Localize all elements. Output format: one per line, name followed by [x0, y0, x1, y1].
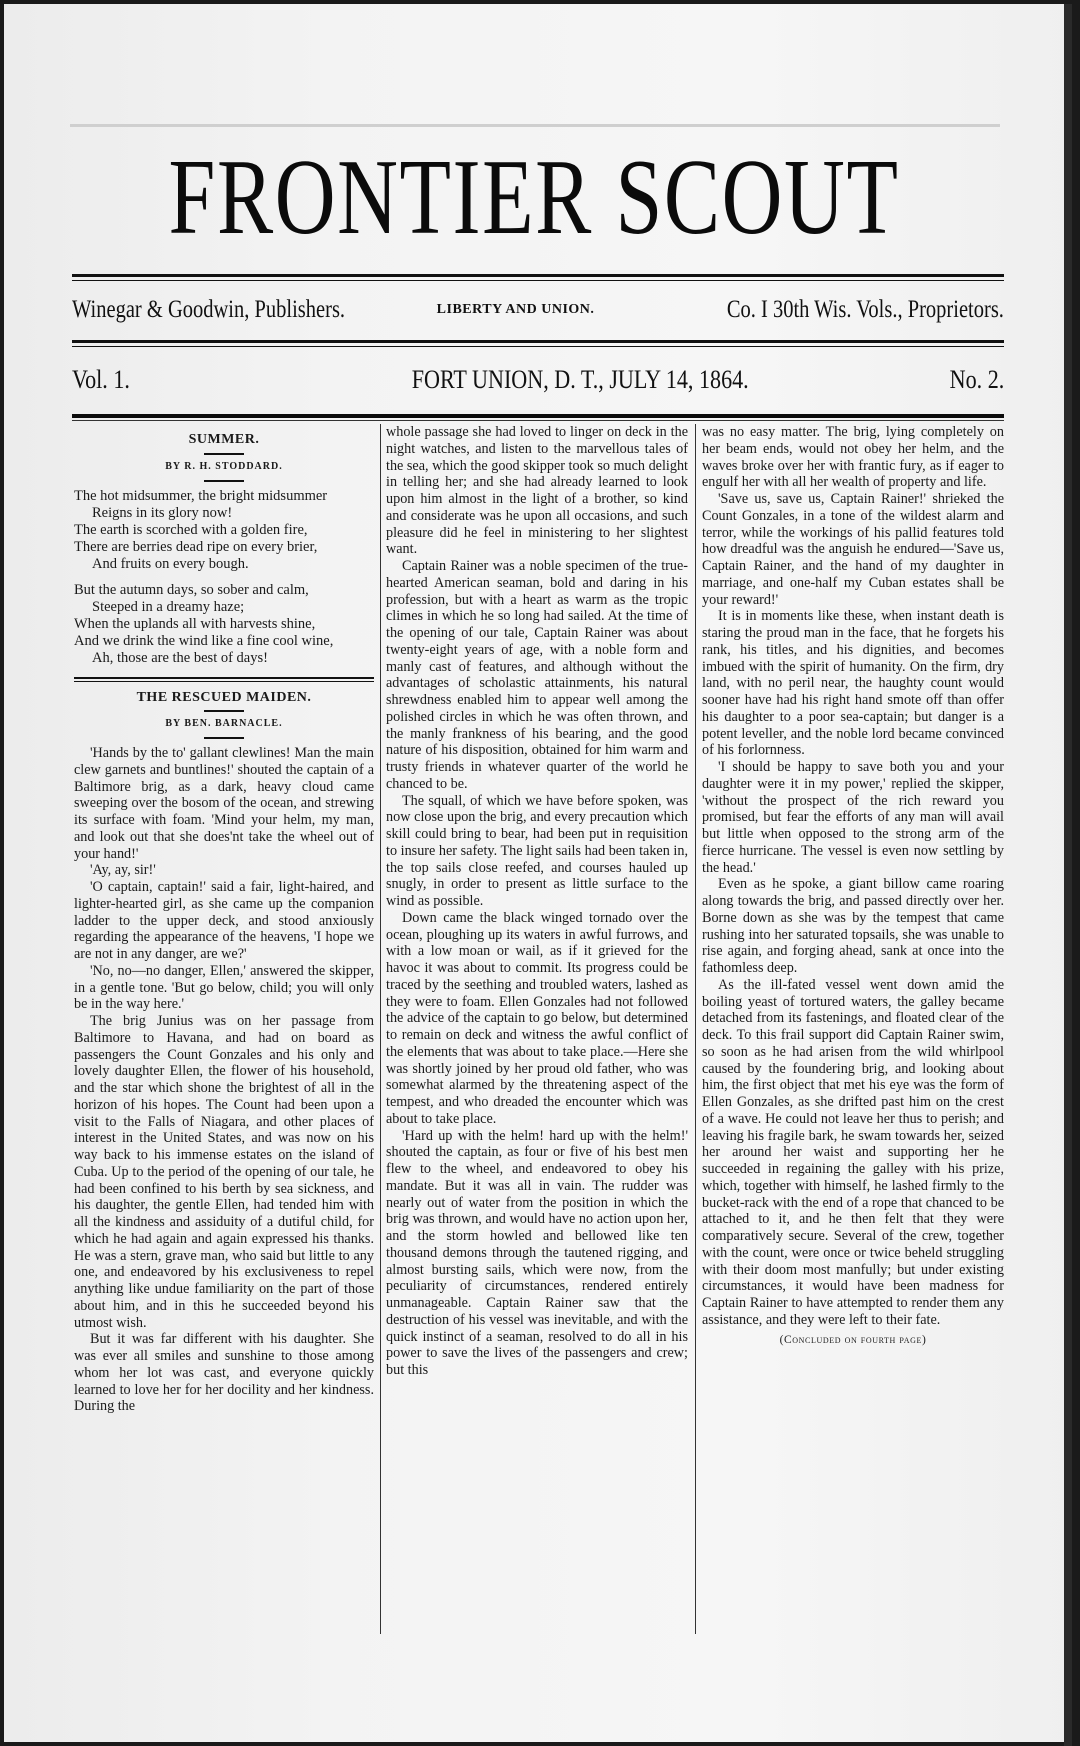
masthead-rule-bottom — [72, 414, 1004, 421]
proprietors: Co. I 30th Wis. Vols., Proprietors. — [726, 296, 1004, 323]
page-edge-shadow — [1064, 4, 1072, 1746]
article-columns — [72, 424, 1004, 1634]
story-title: THE RESCUED MAIDEN. — [136, 689, 312, 705]
column-divider — [695, 424, 696, 1634]
paragraph: was no easy matter. The brig, lying completely on her beam ends, would not obey her helm, and the waves broke over her with frantic fury, as if eager to engulf her with all her wealth of property and life. — [702, 424, 1004, 491]
poem-body — [74, 488, 374, 667]
short-rule — [204, 737, 244, 739]
poem-line: Reigns in its glory now! — [92, 504, 233, 521]
poem-line: The earth is scorched with a golden fire, — [74, 521, 308, 538]
poem-line: Ah, those are the best of days! — [92, 649, 268, 666]
motto: LIBERTY AND UNION. — [436, 302, 595, 317]
paragraph: Captain Rainer was a noble specimen of the true-hearted American seaman, bold and daring in his profession, but with a heart as warm as the tropic climes in which he so long had sailed. At the time of the opening of our tale, Captain Rainer was about twenty-eight years of age, with a noble form and manly cast of features, and although without the advantages of scholastic attainments, his natural shrewdness enabled him to appear well among the polished circles in which he was often thrown, and the manly frankness of his bearing, and the good nature of his disposition, obtained for him warm and trusty friends in whatever quarter of the world he chanced to be. — [386, 558, 688, 792]
poem-line: And fruits on every bough. — [92, 555, 249, 572]
dateline-row — [72, 362, 1004, 398]
poem-line: The hot midsummer, the bright midsummer — [74, 487, 328, 504]
paragraph: As the ill-fated vessel went down amid the boiling yeast of tortured waters, the galley became detached from its fastenings, and floated clear of the deck. To this frail support did Captain Rainer swim, so soon as he had arisen from the wild whirlpool caused by the foundering brig, and looking about him, the first object that met his eye was the form of Ellen Gonzales, as she drifted past him on the crest of a wave. He could not leave her thus to perish; and leaving his fragile bark, he swam towards her, seized her around her waist and supporting her he succeeded in regaining the galley with his prize, which, together with himself, he lashed firmly to the bucket-rack with the end of a rope that chanced to be attached to it, and he then felt that they were comparatively secure. Several of the crew, together with the count, were once or twice beheld struggling with their doom most manfully; but under existing circumstances, it would have been madness for Captain Rainer to have attempted to render them any assistance, and they were left to their fate. — [702, 976, 1004, 1328]
bleed-through-rule — [70, 124, 1000, 127]
poem-line: But the autumn days, so sober and calm, — [74, 581, 309, 598]
poem-title: SUMMER. — [188, 432, 260, 447]
issue-number: No. 2. — [949, 365, 1004, 394]
paragraph: 'Save us, save us, Captain Rainer!' shrieked the Count Gonzales, in a tone of the wildest alarm and terror, while the workings of his pallid features told how dreadful was the anguish he endured—'Save us, Captain Rainer, and the hand of my daughter in marriage, and one-half my Cuban estates shall be your reward!' — [702, 491, 1004, 608]
paragraph: Down came the black winged tornado over the ocean, ploughing up its waters in awful furrows, and with a low moan or wail, as if it grieved for the havoc it was about to commit. Its progress could be traced by the seething and troubled waters, lashed as they were to foam. Ellen Gonzales had not followed the advice of the captain to go below, but determined to remain on deck and witness the awful conflict of the elements that was about to take place.—Here she was shortly joined by her proud old father, who was somewhat alarmed by the threatening aspect of the tempest, and who dreaded the encounter which was about to take place. — [386, 909, 688, 1127]
dateline: FORT UNION, D. T., JULY 14, 1864. — [411, 365, 749, 394]
column-2 — [386, 424, 688, 1634]
masthead-rule-middle — [72, 340, 1004, 347]
paragraph: 'I should be happy to save both you and your daughter were it in my power,' replied the skipper, 'without the prospect of the rich reward you promised, but fear the efforts of any man will avail but little when opposed to the strong arm of the fierce hurricane. The vessel is even now settling by the head.' — [702, 759, 1004, 876]
continuation-note: (Concluded on fourth page) — [779, 1333, 927, 1346]
volume-number: Vol. 1. — [72, 365, 130, 394]
section-separator — [74, 677, 374, 682]
poem-byline: BY R. H. STODDARD. — [165, 460, 283, 472]
paragraph: 'Ay, ay, sir!' — [90, 862, 156, 879]
poem-line: Steeped in a dreamy haze; — [92, 598, 245, 615]
paragraph: 'Hands by the to' gallant clewlines! Man the main clew garnets and buntlines!' shouted the captain of a Baltimore brig, as a dark, heavy cloud came sweeping over the bosom of the ocean, and strewing its surface with foam. 'Mind your helm, my man, and look out that she does'nt take the wheel out of your hand!' — [74, 745, 374, 862]
short-rule — [204, 453, 244, 455]
paragraph: 'No, no—no danger, Ellen,' answered the skipper, in a gentle tone. 'But go below, child; you will only be in the way here.' — [74, 962, 374, 1013]
newspaper-page — [4, 4, 1072, 1742]
publishers: Winegar & Goodwin, Publishers. — [72, 296, 346, 323]
poem-line: When the uplands all with harvests shine, — [74, 615, 316, 632]
column-3 — [702, 424, 1004, 1634]
paragraph: But it was far different with his daughter. She was ever all smiles and sunshine to those among whom her lot was cast, and everyone quickly learned to love her for her docility and her kindness. During the — [74, 1331, 374, 1415]
paragraph: It is in moments like these, when instant death is staring the proud man in the face, that he forgets his rank, his titles, and his dignities, and becomes imbued with the spirit of humanity. On the firm, dry land, with no peril near, the haughty count would sooner have had his right hand smote off than offer his daughter to a poor sea-captain; but danger is a potent leveller, and the noble lord became convinced of his forlornness. — [702, 608, 1004, 759]
poem-line: There are berries dead ripe on every brier, — [74, 538, 318, 555]
column-divider — [380, 424, 381, 1634]
paragraph: The brig Junius was on her passage from Baltimore to Havana, and had on board as passengers the Count Gonzales and his only and lovely daughter Ellen, the flower of his household, and the star which shone the brightest of all in the horizon of his hopes. The Count had been upon a visit to the Falls of Niagara, and other places of interest in the United States, and was now on his way back to his immense estates on the island of Cuba. Up to the period of the opening of our tale, he had been confined to his berth by sea sickness, and his daughter, the gentle Ellen, had tended him with all the kindness and assiduity of a dutiful child, for which he had again and again expressed his thanks. He was a stern, grave man, who said but little to any one, and endeavored by his exclusiveness to repel anything like undue familiarity on the part of those about him, and in this he succeeded beyond his utmost wish. — [74, 1013, 374, 1331]
poem-line: And we drink the wind like a fine cool wine, — [74, 632, 334, 649]
column-1 — [74, 424, 374, 1634]
paragraph: Even as he spoke, a giant billow came roaring along towards the brig, and passed directly over her. Borne down as she was by the tempest that came rushing into her saturated topsails, she was unable to rise again, and forging ahead, sank at once into the fathomless deep. — [702, 876, 1004, 976]
paragraph: The squall, of which we have before spoken, was now close upon the brig, and every precaution which skill could bring to bear, had been put in requisition to insure her safety. The light sails had been taken in, the top sails close reefed, and courses hauled up snugly, in order to present as little surface to the wind as possible. — [386, 792, 688, 909]
publisher-row — [72, 292, 1004, 328]
short-rule — [204, 480, 244, 482]
paragraph: 'O captain, captain!' said a fair, light-haired, and lighter-hearted girl, as she came up the companion ladder to the upper deck, and stood anxiously regarding the appearance of the heavens, 'I hope we are not in any danger, are we?' — [74, 879, 374, 962]
masthead-title: FRONTIER SCOUT — [168, 138, 900, 257]
paragraph: 'Hard up with the helm! hard up with the helm!' shouted the captain, as four or five of his best men flew to the wheel, and endeavored to obey his mandate. But it was all in vain. The rudder was nearly out of water from the position in which the brig was thrown, and would have no action upon her, and the storm howled and bellowed like ten thousand demons through the tautened rigging, and almost bursting sails, which were now, from the peculiarity of circumstances, rendered entirely unmanageable. Captain Rainer saw that the destruction of his vessel was inevitable, and with the quick instinct of a seaman, resolved to do all in his power to save the lives of the passengers and crew; but this — [386, 1127, 688, 1378]
short-rule — [204, 710, 244, 712]
masthead-rule-top — [72, 274, 1004, 281]
story-byline: BY BEN. BARNACLE. — [165, 718, 283, 730]
paragraph: whole passage she had loved to linger on deck in the night watches, and listen to the marvellous tales of the sea, which the good skipper took so much delight in telling her; and she had already learned to look upon him almost in the light of a brother, so kind and considerate was he upon all occasions, and such pleasure did he feel in ministering to her slightest want. — [386, 424, 688, 558]
